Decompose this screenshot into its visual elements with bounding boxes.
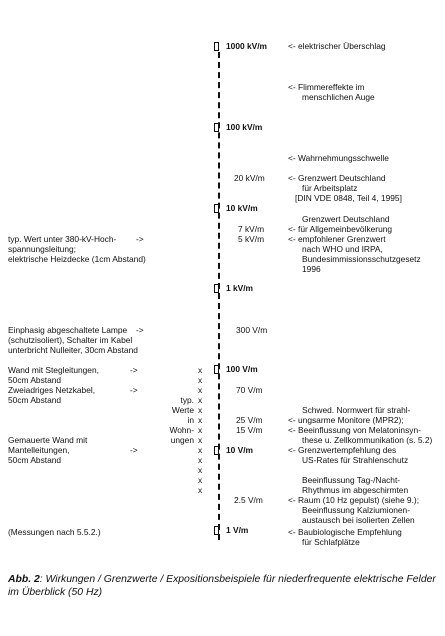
limit-annotation: [DIN VDE 0848, Teil 4, 1995] xyxy=(295,193,402,203)
effect-annotation: <- Baubiologische Empfehlung xyxy=(288,527,402,537)
value-label: 300 V/m xyxy=(236,325,268,335)
effect-annotation: <- elektrischer Überschlag xyxy=(288,41,386,51)
value-label: 7 kV/m xyxy=(238,224,265,234)
limit-annotation: <- Grenzwertempfehlung des xyxy=(288,445,397,455)
exposure-example: unterbricht Nulleiter, 30cm Abstand xyxy=(8,345,138,355)
limit-annotation: <- empfohlener Grenzwert xyxy=(288,234,386,244)
exposure-example: Wand mit Stegleitungen, xyxy=(8,365,99,375)
effect-annotation: <- Raum (10 Hz gepulst) (siehe 9.); xyxy=(288,495,420,505)
limit-annotation: 1996 xyxy=(302,264,321,274)
scale-label: 1 V/m xyxy=(226,525,249,535)
value-label: 5 kV/m xyxy=(238,234,265,244)
typical-values-label: ungen xyxy=(170,435,194,445)
value-label: 20 kV/m xyxy=(234,173,265,183)
effect-annotation: <- Wahrnehmungsschwelle xyxy=(288,153,389,163)
exposure-example: 50cm Abstand xyxy=(8,455,62,465)
value-label: 15 V/m xyxy=(236,425,263,435)
limit-annotation: Bundesimmissionsschutzgesetz xyxy=(302,254,421,264)
arrow-right: -> xyxy=(136,325,144,335)
limit-annotation: <- Grenzwert Deutschland xyxy=(288,173,386,183)
typical-value-mark: x xyxy=(198,475,203,485)
scale-tick xyxy=(214,526,219,535)
caption-label: Abb. 2 xyxy=(8,574,40,585)
caption-text: : Wirkungen / Grenzwerte / Expositionsbeispiele für niederfrequente elektrische Felder im Überblick (50 Hz) xyxy=(8,574,436,598)
scale-tick xyxy=(214,284,219,293)
limit-annotation: <- für Allgemeinbevölkerung xyxy=(288,224,393,234)
typical-value-mark: x xyxy=(198,445,203,455)
typical-value-mark: x xyxy=(198,415,203,425)
arrow-right: -> xyxy=(130,385,138,395)
limit-annotation: nach WHO und IRPA, xyxy=(302,244,383,254)
scale-label: 1000 kV/m xyxy=(226,41,267,51)
limit-annotation: Schwed. Normwert für strahl- xyxy=(302,405,411,415)
scale-tick xyxy=(214,365,219,374)
scale-tick xyxy=(214,123,219,132)
effect-annotation: Beeinflussung Tag-/Nacht- xyxy=(302,475,401,485)
typical-value-mark: x xyxy=(198,435,203,445)
effect-annotation: menschlichen Auge xyxy=(302,92,375,102)
effect-annotation: Beeinflussung Kalziumionen- xyxy=(302,505,411,515)
figure-caption xyxy=(8,573,438,599)
value-label: 2.5 V/m xyxy=(234,495,263,505)
limit-annotation: <- ungsarme Monitore (MPR2); xyxy=(288,415,404,425)
scale-tick xyxy=(214,204,219,213)
effect-annotation: <- Beeinflussung von Melatoninsyn- xyxy=(288,425,421,435)
effect-annotation: <- Flimmereffekte im xyxy=(288,82,365,92)
typical-value-mark: x xyxy=(198,465,203,475)
measurement-note: (Messungen nach 5.5.2.) xyxy=(8,527,101,537)
exposure-example: (schutzisoliert), Schalter im Kabel xyxy=(8,335,133,345)
typical-values-label: Werte xyxy=(171,405,194,415)
exposure-example: Mantelleitungen, xyxy=(8,445,70,455)
scale-label: 1 kV/m xyxy=(226,283,254,293)
typical-value-mark: x xyxy=(198,425,203,435)
typical-value-mark: x xyxy=(198,385,203,395)
arrow-right: -> xyxy=(130,445,138,455)
scale-label: 10 V/m xyxy=(226,445,254,455)
limit-annotation: Grenzwert Deutschland xyxy=(302,214,390,224)
effect-annotation: these u. Zellkommunikation (s. 5.2) xyxy=(302,435,433,445)
scale-label: 100 V/m xyxy=(226,364,258,374)
typical-value-mark: x xyxy=(198,365,203,375)
exposure-example: elektrische Heizdecke (1cm Abstand) xyxy=(8,254,146,264)
typical-value-mark: x xyxy=(198,455,203,465)
arrow-right: -> xyxy=(130,365,138,375)
scale-tick xyxy=(214,42,219,51)
exposure-example: Gemauerte Wand mit xyxy=(8,435,88,445)
typical-value-mark: x xyxy=(198,485,203,495)
effect-annotation: für Schlafplätze xyxy=(302,537,360,547)
effect-annotation: Rhythmus im abgeschirmten xyxy=(302,485,409,495)
typical-values-label: typ. xyxy=(180,395,194,405)
exposure-example: Einphasig abgeschaltete Lampe xyxy=(8,325,128,335)
typical-values-label: Wohn- xyxy=(169,425,194,435)
exposure-example: Zweiadriges Netzkabel, xyxy=(8,385,96,395)
typical-values-label: in xyxy=(187,415,194,425)
limit-annotation: US-Rates für Strahlenschutz xyxy=(302,455,409,465)
effect-annotation: austausch bei isolierten Zellen xyxy=(302,515,415,525)
exposure-example: typ. Wert unter 380-kV-Hoch- xyxy=(8,234,117,244)
typical-value-mark: x xyxy=(198,405,203,415)
limit-annotation: für Arbeitsplatz xyxy=(302,183,358,193)
scale-tick xyxy=(214,446,219,455)
scale-label: 100 kV/m xyxy=(226,122,263,132)
scale-label: 10 kV/m xyxy=(226,203,258,213)
exposure-example: spannungsleitung; xyxy=(8,244,76,254)
typical-value-mark: x xyxy=(198,395,203,405)
exposure-example: 50cm Abstand xyxy=(8,395,62,405)
value-label: 70 V/m xyxy=(236,385,263,395)
exposure-example: 50cm Abstand xyxy=(8,375,62,385)
value-label: 25 V/m xyxy=(236,415,263,425)
arrow-right: -> xyxy=(136,234,144,244)
typical-value-mark: x xyxy=(198,375,203,385)
